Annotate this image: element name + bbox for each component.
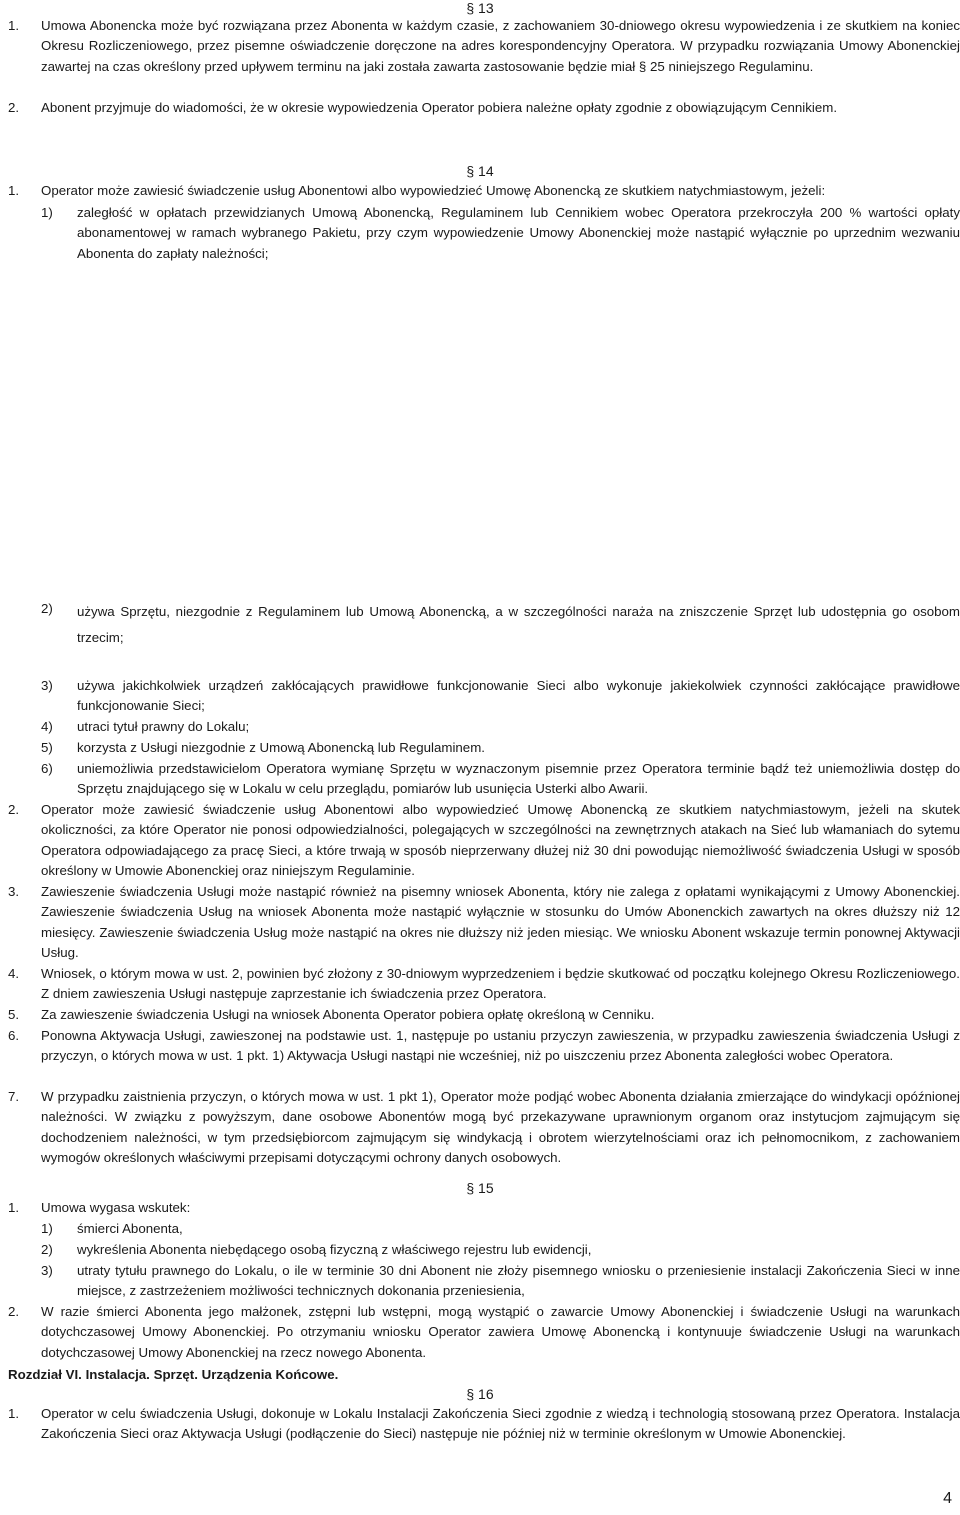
point-14-1-1	[41, 203, 960, 264]
chapter-heading: Rozdział VI. Instalacja. Sprzęt. Urządzenia Końcowe.	[8, 1367, 339, 1382]
section-heading-15: § 15	[466, 1180, 494, 1196]
section-16-body	[0, 1404, 960, 1490]
point-15-1-1	[41, 1219, 960, 1239]
point-text: śmierci Abonenta,	[77, 1221, 183, 1236]
point-14-1-6	[41, 759, 960, 800]
paragraph-number: 2.	[8, 100, 20, 115]
paragraph-number: 7.	[8, 1089, 20, 1104]
paragraph-13-2	[8, 98, 960, 118]
point-number: 6)	[41, 761, 53, 776]
point-number: 5)	[41, 740, 53, 755]
paragraph-text: Za zawieszenie świadczenia Usługi na wniosek Abonenta Operator pobiera opłatę określoną w Cenniku.	[41, 1007, 655, 1022]
point-14-1-2	[41, 599, 960, 651]
point-number: 3)	[41, 678, 53, 693]
point-14-1-4	[41, 717, 960, 737]
page-number: 4	[943, 1490, 952, 1507]
paragraph-number: 1.	[8, 1406, 20, 1421]
paragraph-number: 6.	[8, 1028, 20, 1043]
point-text: utraci tytuł prawny do Lokalu;	[77, 719, 250, 734]
paragraph-text: Abonent przyjmuje do wiadomości, że w okresie wypowiedzenia Operator pobiera należne opłaty zgodnie z obowiązującym Cennikiem.	[41, 100, 838, 115]
paragraph-text: Zawieszenie świadczenia Usługi może nastąpić również na pisemny wniosek Abonenta, który nie zalega z opłatami wynikającymi z Umowy Abonenckiej. Zawieszenie świadczenia Usług na wniosek Abonenta może nastąpić wyłącznie w stosunku do Umów Abonenckich zawartych na okres dłuższy niż 12 miesięcy. Zawieszenie świadczenia Usług może nastąpić na okres nie dłuższy niż jeden miesiąc. We wniosku Abonent wskazuje termin ponownej Aktywacji Usług.	[41, 884, 960, 961]
paragraph-number: 5.	[8, 1007, 20, 1022]
point-number: 3)	[41, 1263, 53, 1278]
point-text: używa Sprzętu, niezgodnie z Regulaminem lub Umową Abonencką, a w szczególności naraża na zniszczenie Sprzęt lub udostępnia go osobom trzecim;	[77, 604, 960, 645]
section-heading-13: § 13	[466, 0, 494, 16]
paragraph-16-1	[8, 1404, 960, 1445]
paragraph-number: 2.	[8, 1304, 20, 1319]
point-text: zaległość w opłatach przewidzianych Umową Abonencką, Regulaminem lub Cennikiem wobec Operatora przekroczyła 200 % wartości opłaty abonamentowej w ramach wybranego Pakietu, przy czym wypowiedzenie Umowy Abonenckiej może nastąpić wyłącznie po uprzednim wezwaniu Abonenta do zapłaty należności;	[77, 205, 960, 261]
paragraph-14-3	[8, 882, 960, 964]
point-text: używa jakichkolwiek urządzeń zakłócających prawidłowe funkcjonowanie Sieci albo wykonuje jakiekolwiek czynności zakłócające prawidłowe funkcjonowanie Sieci;	[77, 678, 960, 714]
paragraph-text: Ponowna Aktywacja Usługi, zawieszonej na podstawie ust. 1, następuje po ustaniu przyczyn zawieszenia, w przypadku zawieszenia świadczenia Usługi z przyczyn, o których mowa w ust. 1 pkt. 1) Aktywacja Usługi nastąpi nie wcześniej, niż po uiszczeniu przez Abonenta zaległości wobec Operatora.	[41, 1028, 960, 1064]
section-heading-14: § 14	[466, 163, 494, 179]
paragraph-15-2	[8, 1302, 960, 1363]
paragraph-number: 3.	[8, 884, 20, 899]
point-number: 1)	[41, 205, 53, 220]
paragraph-text: Wniosek, o którym mowa w ust. 2, powinien być złożony z 30-dniowym wyprzedzeniem i będzie skutkować od początku kolejnego Okresu Rozliczeniowego. Z dniem zawieszenia Usługi następuje zaprzestanie ich świadczenia przez Operatora.	[41, 966, 960, 1002]
point-text: uniemożliwia przedstawicielom Operatora wymianę Sprzętu w wyznaczonym pisemnie przez Operatora terminie bądź też uniemożliwia dostęp do Sprzętu znajdującego się w Lokalu w celu przeglądu, pomiarów lub usunięcia Usterki albo Awarii.	[77, 761, 960, 797]
paragraph-text: Umowa Abonencka może być rozwiązana przez Abonenta w każdym czasie, z zachowaniem 30-dniowego okresu wypowiedzenia i ze skutkiem na koniec Okresu Rozliczeniowego, przez pisemne oświadczenie doręczone na adres korespondencyjny Operatora. W przypadku rozwiązania Umowy Abonenckiej zawartej na czas określony przed upływem terminu na jaki została zawarta zastosowanie będzie miał § 25 niniejszego Regulaminu.	[41, 18, 960, 74]
point-number: 1)	[41, 1221, 53, 1236]
point-number: 4)	[41, 719, 53, 734]
paragraph-14-7	[8, 1087, 960, 1169]
point-14-1-5	[41, 738, 960, 758]
paragraph-14-4	[8, 964, 960, 1005]
paragraph-text: Operator może zawiesić świadczenie usług Abonentowi albo wypowiedzieć Umowę Abonencką ze skutkiem natychmiastowym, jeżeli na skutek okoliczności, za które Operator nie ponosi odpowiedzialności, polegających w szczególności na zewnętrznych atakach na Sieć lub włamaniach do sytemu Operatora odpowiadającego za pracę Sieci, a które trwają w sposób nieprzerwany dłużej niż 30 dni powodując niemożliwość świadczenia Usługi w sposób określony w Umowie Abonenckiej oraz niniejszym Regulaminie.	[41, 802, 960, 879]
paragraph-number: 2.	[8, 802, 20, 817]
paragraph-text: Umowa wygasa wskutek:	[41, 1200, 191, 1215]
paragraph-number: 1.	[8, 18, 20, 33]
paragraph-14-2	[8, 800, 960, 882]
paragraph-14-5	[8, 1005, 960, 1025]
point-14-1-3	[41, 676, 960, 717]
paragraph-15-1	[8, 1198, 960, 1218]
point-text: wykreślenia Abonenta niebędącego osobą fizyczną z właściwego rejestru lub ewidencji,	[77, 1242, 592, 1257]
paragraph-text: Operator może zawiesić świadczenie usług Abonentowi albo wypowiedzieć Umowę Abonencką ze skutkiem natychmiastowym, jeżeli:	[41, 183, 826, 198]
point-text: utraty tytułu prawnego do Lokalu, o ile w terminie 30 dni Abonent nie złoży pisemnego wniosku o przeniesienie instalacji Zakończenia Sieci w inne miejsce, z zastrzeżeniem możliwości technicznych dokonania przeniesienia,	[77, 1263, 960, 1299]
point-number: 2)	[41, 1242, 53, 1257]
paragraph-13-1	[8, 16, 960, 77]
point-text: korzysta z Usługi niezgodnie z Umową Abonencką lub Regulaminem.	[77, 740, 485, 755]
paragraph-14-6	[8, 1026, 960, 1067]
paragraph-number: 1.	[8, 1200, 20, 1215]
point-number: 2)	[41, 601, 53, 616]
paragraph-number: 4.	[8, 966, 20, 981]
section-heading-16: § 16	[466, 1386, 494, 1402]
point-15-1-3	[41, 1261, 960, 1302]
paragraph-text: Operator w celu świadczenia Usługi, dokonuje w Lokalu Instalacji Zakończenia Sieci zgodnie z wiedzą i technologią stosowaną przez Operatora. Instalacja Zakończenia Sieci oraz Aktywacja Usługi (podłączenie do Sieci) następuje nie później niż w terminie określonym w Umowie Abonenckiej.	[41, 1406, 960, 1442]
paragraph-14-1	[8, 181, 960, 201]
paragraph-text: W przypadku zaistnienia przyczyn, o których mowa w ust. 1 pkt 1), Operator może podjąć wobec Abonenta działania zmierzające do windykacji opóźnionej należności. W związku z powyższym, dane osobowe Abonentów mogą być przekazywane uprawnionym organom oraz instytucjom zajmującym się dochodzeniem należności, w tym przedsiębiorcom zajmującym się windykacją i obrotem wierzytelnościami oraz ich pełnomocnikom, z zachowaniem wymogów określonych właściwymi przepisami dotyczącymi ochrony danych osobowych.	[41, 1089, 960, 1166]
paragraph-number: 1.	[8, 183, 20, 198]
point-15-1-2	[41, 1240, 960, 1260]
paragraph-text: W razie śmierci Abonenta jego małżonek, zstępni lub wstępni, mogą wystąpić o zawarcie Umowy Abonenckiej i świadczenie Usługi na warunkach dotychczasowej Umowy Abonenckiej. Po otrzymaniu wniosku Operator zawiera Umowę Abonencką i kontynuuje świadczenie Usługi na warunkach dotychczasowej Umowy Abonenckiej na rzecz nowego Abonenta.	[41, 1304, 960, 1360]
